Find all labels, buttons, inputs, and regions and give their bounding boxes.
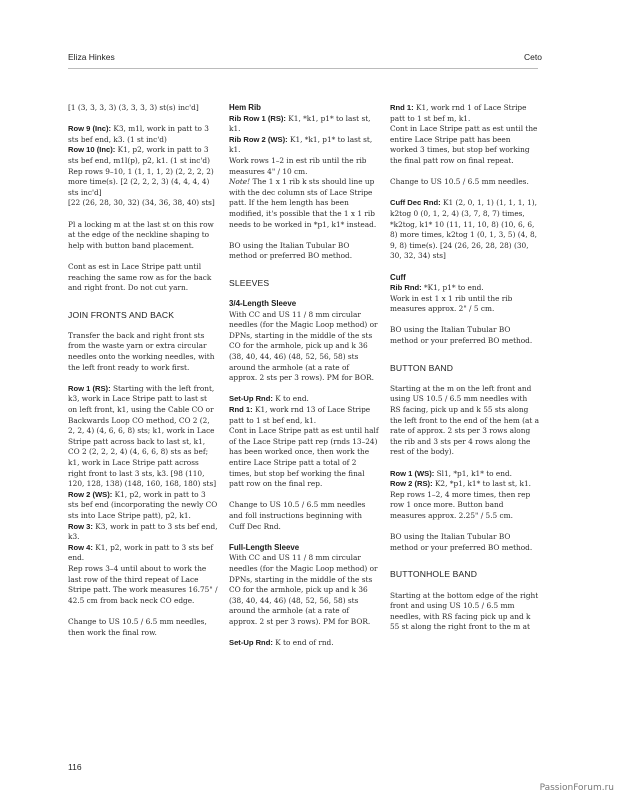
row-text: K3, m1l, work in patt to 3 sts bef end, k3. (1 st inc'd) bbox=[68, 124, 209, 144]
row-text: K1, work rnd 1 of Lace Stripe patt to 1 st bef m, k1. bbox=[390, 103, 527, 123]
instruction-row-1 bbox=[390, 469, 540, 480]
column-2 bbox=[229, 103, 379, 649]
instruction-rib-rnd bbox=[390, 283, 540, 294]
note-label: Note! bbox=[229, 177, 251, 187]
paragraph: BO using the Italian Tubular BO method or your preferred BO method. bbox=[390, 532, 533, 552]
paragraph: Cont as est in Lace Stripe patt until reaching the same row as for the back and right front. Do not cut yarn. bbox=[68, 261, 212, 293]
paragraph: Cont in Lace Stripe patt as est until the entire Lace Stripe patt has been worked 3 times, but stop bef working the final patt row on final repeat. bbox=[390, 124, 538, 165]
row-label: Row 3: bbox=[68, 521, 93, 531]
paragraph: With CC and US 11 / 8 mm circular needles (for the Magic Loop method) or DPNs, starting in the middle of the sts CO for the armhole, pick up and k 36 (38, 40, 44, 46) (48, 52, 56, 58) sts around the armhole (at a rate of approx. 2 st per 3 rows). PM for BOR. bbox=[229, 553, 378, 626]
paragraph: Work in est 1 x 1 rib until the rib measures approx. 2" / 5 cm. bbox=[390, 293, 513, 314]
instruction-row-4 bbox=[68, 543, 218, 564]
row-text: K1, work rnd 13 of Lace Stripe patt to 1 st bef end, k1. bbox=[229, 405, 371, 425]
section-heading-buttonhole-band: BUTTONHOLE BAND bbox=[390, 569, 478, 580]
paragraph: Change to US 10.5 / 6.5 mm needles, then work the final row. bbox=[68, 616, 207, 637]
instruction-rib-row-2 bbox=[229, 135, 379, 156]
subheading-hem-rib: Hem Rib bbox=[229, 103, 262, 112]
instruction-row-3 bbox=[68, 522, 218, 543]
row-text: Starting with the left front, k3, work in Lace Stripe patt to last st on left front, k1, using the Cable CO or Backwards Loop CO method, CO 2 (2, 2, 2, 4) (4, 6, 6, 8) sts; k1, work in Lace Stripe patt across back to last st, k1, CO 2 (2, 2, 2, 4) (4, 6, 6, 8) sts as bef; k1, work in Lace Stripe patt across right front to last 3 sts, k3. [98 (110, 120, 128, 138) (148, 160, 168, 180) sts] bbox=[68, 383, 217, 489]
paragraph: Starting at the bottom edge of the right front and using US 10.5 / 6.5 mm needles, with RS facing pick up and k 55 st along the right front to the m at bbox=[390, 590, 539, 632]
paragraph: Pl a locking m at the last st on this row at the edge of the neckline shaping to help with button band placement. bbox=[68, 219, 214, 250]
row-text: Sl1, *p1, k1* to end. bbox=[434, 468, 513, 478]
row-label: Row 1 (WS): bbox=[390, 468, 435, 478]
row-label: Rib Row 2 (WS): bbox=[229, 134, 288, 144]
watermark: PassionForum.ru bbox=[539, 783, 614, 793]
instruction-rnd-1 bbox=[390, 103, 540, 124]
paragraph: With CC and US 11 / 8 mm circular needles (for the Magic Loop method) or DPNs, starting in the middle of the sts CO for the armhole, pick up and k 36 (38, 40, 44, 46) (48, 52, 56, 58) sts around the armhole (at a rate of approx. 2 sts per 3 rows). PM for BOR. bbox=[229, 309, 378, 383]
row-label: Rib Rnd: bbox=[390, 283, 422, 293]
row-label: Rnd 1: bbox=[390, 103, 414, 112]
section-heading-sleeves: SLEEVES bbox=[229, 277, 270, 288]
paragraph: Change to US 10.5 / 6.5 mm needles and foll instructions beginning with Cuff Dec Rnd. bbox=[229, 500, 366, 531]
row-label: Row 1 (RS): bbox=[68, 383, 111, 393]
section-heading-button-band: BUTTON BAND bbox=[390, 362, 454, 373]
header-rule bbox=[68, 68, 538, 69]
row-text: *K1, p1* to end. bbox=[421, 283, 484, 293]
paragraph: Starting at the m on the left front and using US 10.5 / 6.5 mm needles with RS facing, pick up and k 55 sts along the left front to the end of the hem (at a rate of approx. 2 sts per 3 rows along the rib and 3 sts per 4 rows along the rest of the body). bbox=[390, 383, 540, 457]
instruction-rnd-1 bbox=[229, 405, 379, 426]
row-label: Row 9 (Inc): bbox=[68, 124, 112, 134]
column-1 bbox=[68, 103, 218, 638]
paragraph: Rep rows 9–10, 1 (1, 1, 1, 2) (2, 2, 2, 2) more time(s). [2 (2, 2, 2, 3) (4, 4, 4, 4) sts inc'd] bbox=[68, 166, 214, 197]
subheading-three-quarter-sleeve: 3/4-Length Sleeve bbox=[229, 299, 297, 309]
subheading-full-length-sleeve: Full-Length Sleeve bbox=[229, 542, 300, 552]
row-text: K to end of rnd. bbox=[272, 638, 334, 648]
paragraph: Work rows 1–2 in est rib until the rib measures 4" / 10 cm. bbox=[229, 155, 367, 176]
row-text: K1, *k1, p1* to last st, k1. bbox=[229, 113, 371, 134]
column-3 bbox=[390, 103, 540, 633]
row-text: K1, p2, work in patt to 3 sts bef end. bbox=[68, 542, 214, 563]
instruction-row-1 bbox=[68, 384, 218, 490]
paragraph: [22 (26, 28, 30, 32) (34, 36, 38, 40) sts] bbox=[68, 198, 215, 208]
instruction-row-10 bbox=[68, 145, 218, 166]
instruction-row-9 bbox=[68, 124, 218, 145]
row-label: Rnd 1: bbox=[229, 405, 253, 415]
paragraph: [1 (3, 3, 3, 3) (3, 3, 3, 3) st(s) inc'd] bbox=[68, 103, 199, 112]
paragraph: BO using the Italian Tubular BO method or preferred BO method. bbox=[229, 240, 353, 261]
paragraph: Transfer the back and right front sts from the waste yarn or extra circular needles onto the working needles, with the left front ready to work first. bbox=[68, 330, 215, 372]
instruction-rib-row-1 bbox=[229, 114, 379, 135]
row-label: Cuff Dec Rnd: bbox=[390, 198, 441, 208]
row-text: K1 (2, 0, 1, 1) (1, 1, 1, 1), k2tog 0 (0, 1, 2, 4) (3, 7, 8, 7) times, *k2tog, k1* 10 (11, 11, 10, 8) (10, 6, 6, 8) more times, k2tog 1 (0, 1, 3, 5) (4, 8, 9, 8) time(s). [24 (26, 26, 28, 28) (30, 30, 32, 34) sts] bbox=[390, 198, 538, 261]
row-label: Row 2 (WS): bbox=[68, 489, 113, 499]
row-label: Set-Up Rnd: bbox=[229, 638, 273, 648]
row-text: K1, p2, work in patt to 3 sts bef end (incorporating the newly CO sts into Lace Stripe patt), p2, k1. bbox=[68, 489, 218, 520]
instruction-set-up-rnd bbox=[229, 638, 379, 649]
row-label: Row 2 (RS): bbox=[390, 479, 433, 489]
row-label: Row 10 (Inc): bbox=[68, 145, 116, 155]
running-header-title: Ceto bbox=[524, 52, 542, 62]
note bbox=[229, 177, 379, 230]
paragraph: Cont in Lace Stripe patt as est until half of the Lace Stripe patt rep (rnds 13–24) has been worked once, then work the entire Lace Stripe patt a total of 2 times, but stop bef working the final patt row on the final rep. bbox=[229, 426, 379, 489]
row-text: K to end. bbox=[272, 394, 309, 404]
paragraph: Rep rows 3–4 until about to work the last row of the third repeat of Lace Stripe patt. The work measures 16.75" / 42.5 cm from back neck CO edge. bbox=[68, 563, 218, 605]
paragraph: BO using the Italian Tubular BO method or your preferred BO method. bbox=[390, 325, 533, 346]
instruction-row-2 bbox=[390, 479, 540, 490]
note-text: The 1 x 1 rib k sts should line up with the dec column sts of Lace Stripe patt. If the hem length has been modified, it's possible that the 1 x 1 rib needs to be worked in *p1, k1* instead. bbox=[229, 177, 377, 229]
row-label: Set-Up Rnd: bbox=[229, 394, 273, 404]
row-text: K1, p2, work in patt to 3 sts bef end, m1l(p), p2, k1. (1 st inc'd) bbox=[68, 145, 210, 165]
row-text: K1, *k1, p1* to last st, k1. bbox=[229, 134, 373, 155]
row-text: K3, work in patt to 3 sts bef end, k3. bbox=[68, 521, 218, 542]
paragraph: Change to US 10.5 / 6.5 mm needles. bbox=[390, 177, 529, 187]
running-header-author: Eliza Hinkes bbox=[68, 52, 115, 62]
instruction-row-2 bbox=[68, 490, 218, 522]
instruction-set-up-rnd bbox=[229, 394, 379, 405]
paragraph: Rep rows 1–2, 4 more times, then rep row 1 once more. Button band measures approx. 2.25" / 5.5 cm. bbox=[390, 489, 531, 520]
row-label: Row 4: bbox=[68, 542, 93, 552]
section-heading-join-fronts-and-back: JOIN FRONTS AND BACK bbox=[68, 309, 175, 320]
subheading-cuff: Cuff bbox=[390, 272, 406, 282]
row-text: K2, *p1, k1* to last st, k1. bbox=[432, 479, 531, 489]
row-label: Rib Row 1 (RS): bbox=[229, 113, 286, 123]
instruction-cuff-dec-rnd bbox=[390, 198, 540, 262]
page-number: 116 bbox=[68, 762, 82, 772]
